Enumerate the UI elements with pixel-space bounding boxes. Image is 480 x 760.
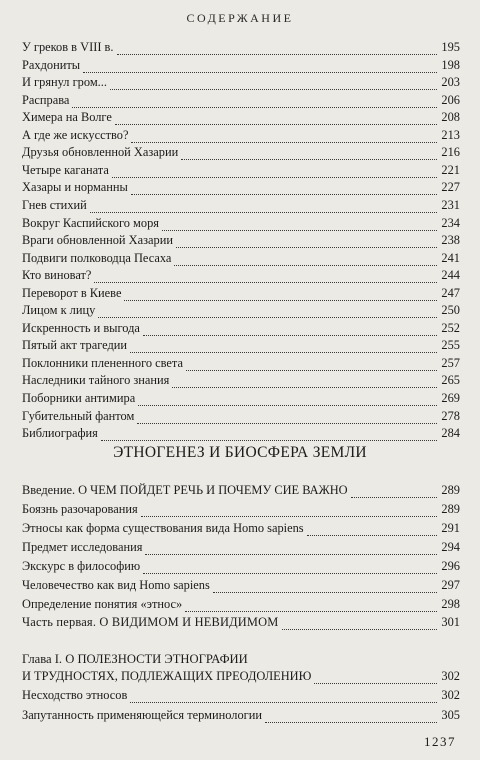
dot-leader [101,440,438,441]
toc-entry-title: А где же искусство? [22,127,129,142]
toc-entry-page: 298 [441,597,460,611]
toc-entry-title: Расправа [22,92,70,107]
toc-entry-page: 250 [441,303,460,318]
toc-entry-page: 195 [441,40,460,54]
toc-entry-title: Подвиги полководца Песаха [22,250,172,265]
toc-entry-page: 252 [441,320,460,335]
dot-leader [143,573,437,574]
toc-entry-page: 247 [441,285,460,300]
toc-entry-page: 284 [441,426,460,441]
toc-entry-page: 302 [441,669,460,683]
page-header: СОДЕРЖАНИЕ [186,11,294,25]
toc-entry-title: Вокруг Каспийского моря [22,215,159,230]
toc-entry-page: 231 [441,197,460,212]
toc-entry-page: 244 [441,268,460,283]
toc-entry-title: Несходство этносов [22,688,128,702]
toc-entry-title: Запутанность применяющейся терминологии [22,707,262,722]
toc-entry-title: Четыре каганата [22,162,109,177]
toc-entry-page: 257 [441,355,460,370]
toc-entry-title: Искренность и выгода [22,320,140,335]
toc-entry-page: 291 [441,521,460,535]
toc-entry-title: Поборники антимира [22,391,136,405]
toc-entry-title: Гнев стихий [22,197,87,212]
toc-entry-page: 265 [441,373,460,388]
toc-entry-title: Часть первая. О ВИДИМОМ И НЕВИДИМОМ [22,615,279,629]
toc-entry-title: Введение. О ЧЕМ ПОЙДЕТ РЕЧЬ И ПОЧЕМУ СИЕ ВАЖНО [22,483,348,497]
toc-entry-title: Рахдониты [22,57,81,72]
toc-entry-chapter-one[interactable] [22,666,460,687]
toc-entry-page: 227 [441,180,460,195]
toc-entry-page: 301 [441,615,460,629]
toc-entry[interactable] [22,518,460,539]
toc-entry-page: 203 [441,75,460,90]
page-number: 1237 [424,734,456,749]
toc-entry-page: 297 [441,578,460,592]
toc-entry-title: Кто виноват? [22,268,92,283]
toc-entry[interactable] [22,705,460,726]
toc-entry-page: 269 [441,391,460,405]
toc-entry-title: Друзья обновленной Хазарии [22,145,179,160]
toc-entry[interactable] [22,480,460,501]
toc-entry-part-one[interactable] [22,612,460,633]
toc-entry-page: 241 [441,250,460,265]
dot-leader [351,497,438,498]
dot-leader [307,535,438,536]
toc-entry-page: 278 [441,408,460,423]
toc-entry-page: 302 [441,688,460,702]
dot-leader [130,702,437,703]
toc-entry-title: Предмет исследования [22,540,143,554]
toc-entry-title: Определение понятия «этнос» [22,597,183,611]
toc-entry-title: Пятый акт трагедии [22,338,128,353]
toc-entry-title: И грянул гром... [22,75,107,90]
toc-entry-page: 255 [441,338,460,353]
toc-entry-page: 234 [441,215,460,230]
dot-leader [314,683,437,684]
toc-entry-page: 221 [441,162,460,177]
toc-entry[interactable] [22,685,460,706]
toc-entry-title: Химера на Волге [22,110,112,125]
toc-entry-page: 289 [441,483,460,497]
dot-leader [141,516,438,517]
toc-entry-page: 305 [441,707,460,722]
toc-entry-title: У греков в VIII в. [22,40,114,54]
toc-entry[interactable] [22,556,460,577]
chapter-title-line-1: Глава I. О ПОЛЕЗНОСТИ ЭТНОГРАФИИ [22,652,248,666]
toc-entry-page: 198 [441,57,460,72]
toc-entry-title: И ТРУДНОСТЯХ, ПОДЛЕЖАЩИХ ПРЕОДОЛЕНИЮ [22,669,312,683]
toc-entry-page: 213 [441,127,460,142]
dot-leader [282,629,438,630]
toc-entry-page: 206 [441,92,460,107]
toc-entry-title: Экскурс в философию [22,559,141,573]
section-title: ЭТНОГЕНЕЗ И БИОСФЕРА ЗЕМЛИ [113,444,367,461]
toc-entry-title: Поклонники плененного света [22,355,183,370]
toc-entry-page: 216 [441,145,460,160]
toc-entry-title: Наследники тайного знания [22,373,170,388]
toc-entry-page: 208 [441,110,460,125]
toc-entry-page: 294 [441,540,460,554]
toc-entry-title: Человечество как вид Homo sapiens [22,578,210,592]
toc-entry-title: Лицом к лицу [22,303,96,318]
toc-entry-title: Враги обновленной Хазарии [22,233,173,248]
dot-leader [213,592,438,593]
toc-entry-title: Хазары и норманны [22,180,128,195]
toc-entry[interactable] [22,423,460,444]
toc-entry-title: Боязнь разочарования [22,502,138,516]
toc-entry-page: 296 [441,559,460,573]
toc-entry-title: Библиография [22,426,98,441]
dot-leader [145,554,437,555]
dot-leader [265,722,437,723]
toc-entry-title: Губительный фантом [22,408,135,423]
toc-entry-page: 238 [441,233,460,248]
toc-entry[interactable] [22,537,460,558]
toc-entry-title: Этносы как форма существования вида Homo sapiens [22,521,304,535]
toc-entry-title: Переворот в Киеве [22,285,122,300]
toc-entry[interactable] [22,499,460,520]
toc-entry-page: 289 [441,502,460,516]
toc-entry[interactable] [22,575,460,596]
